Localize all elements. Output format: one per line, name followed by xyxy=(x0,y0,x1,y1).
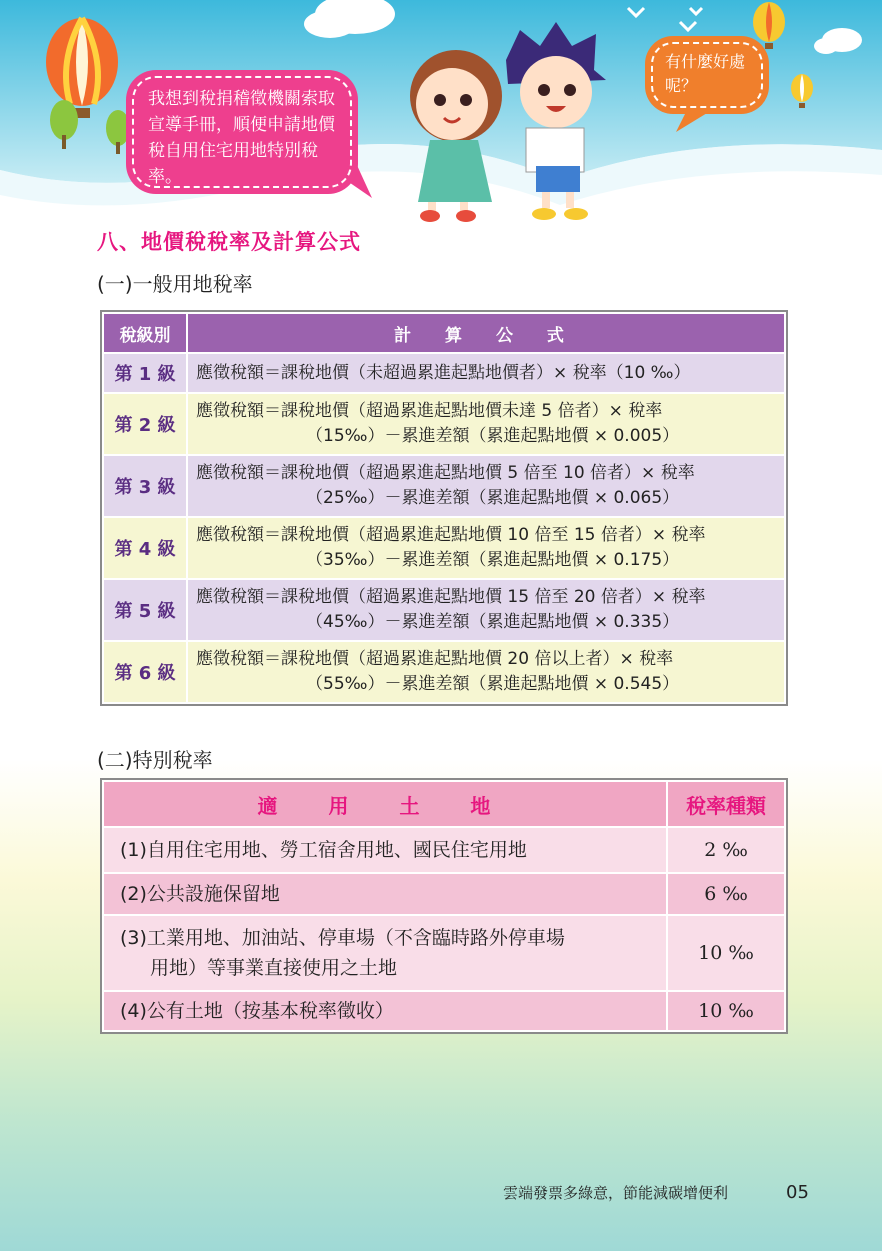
tax-rate: 2 ‰ xyxy=(667,827,785,873)
row-level: 第 1 級 xyxy=(103,353,187,393)
speech-bubble-boy xyxy=(645,36,769,114)
formula-line-1: 應徵稅額＝課稅地價（超過累進起點地價未達 5 倍者）× 稅率 xyxy=(196,401,663,421)
formula-line-1: 應徵稅額＝課稅地價（超過累進起點地價 20 倍以上者）× 稅率 xyxy=(196,649,674,669)
table-row xyxy=(103,393,785,455)
formula-line-2: （25‰）－累進差額（累進起點地價 × 0.065） xyxy=(306,488,680,508)
row-level: 第 5 級 xyxy=(103,579,187,641)
table-row xyxy=(103,579,785,641)
header-rate-type: 稅率種類 xyxy=(667,781,785,827)
header-land: 適 用 土 地 xyxy=(103,781,667,827)
row-formula xyxy=(187,353,785,393)
speech-bubble-girl xyxy=(126,70,358,194)
table-row xyxy=(103,915,785,991)
special-rate-table xyxy=(102,780,786,1032)
formula-line-1: 應徵稅額＝課稅地價（超過累進起點地價 15 倍至 20 倍者）× 稅率 xyxy=(196,587,706,607)
land-type xyxy=(103,827,667,873)
speech-bubble-boy-text: 有什麼好處呢？ xyxy=(665,52,746,95)
land-line-2: 用地）等事業直接使用之土地 xyxy=(150,957,398,979)
row-level: 第 6 級 xyxy=(103,641,187,703)
speech-bubble-girl-text: 我想到稅捐稽徵機關索取宣導手冊，順便申請地價稅自用住宅用地特別稅率。 xyxy=(148,89,335,187)
table-row xyxy=(103,353,785,393)
row-formula xyxy=(187,641,785,703)
section-title: 八、地價稅稅率及計算公式 xyxy=(97,230,361,254)
header-formula: 計 算 公 式 xyxy=(187,313,785,353)
table-header-row xyxy=(103,313,785,353)
land-line-1: (4)公有土地（按基本稅率徵收） xyxy=(120,1000,394,1022)
formula-line-2: （45‰）－累進差額（累進起點地價 × 0.335） xyxy=(306,612,680,632)
table-header-row xyxy=(103,781,785,827)
row-level: 第 3 級 xyxy=(103,455,187,517)
row-formula xyxy=(187,455,785,517)
table-row xyxy=(103,517,785,579)
formula-line-1: 應徵稅額＝課稅地價（超過累進起點地價 5 倍至 10 倍者）× 稅率 xyxy=(196,463,695,483)
table-row xyxy=(103,641,785,703)
tax-rate: 10 ‰ xyxy=(667,915,785,991)
row-formula xyxy=(187,517,785,579)
row-formula xyxy=(187,393,785,455)
general-rate-table xyxy=(102,312,786,704)
table-row xyxy=(103,827,785,873)
row-level: 第 2 級 xyxy=(103,393,187,455)
header-level: 稅級別 xyxy=(103,313,187,353)
formula-line-1: 應徵稅額＝課稅地價（超過累進起點地價 10 倍至 15 倍者）× 稅率 xyxy=(196,525,706,545)
tax-rate: 6 ‰ xyxy=(667,873,785,915)
land-type xyxy=(103,873,667,915)
tax-rate: 10 ‰ xyxy=(667,991,785,1031)
row-formula xyxy=(187,579,785,641)
land-line-1: (3)工業用地、加油站、停車場（不含臨時路外停車場 xyxy=(120,927,565,949)
formula-line-1: 應徵稅額＝課稅地價（未超過累進起點地價者）× 稅率（10 ‰） xyxy=(196,362,691,383)
formula-line-2: （35‰）－累進差額（累進起點地價 × 0.175） xyxy=(306,550,680,570)
footer-slogan: 雲端發票多綠意，節能減碳增便利 xyxy=(503,1184,729,1202)
land-type xyxy=(103,991,667,1031)
land-line-1: (1)自用住宅用地、勞工宿舍用地、國民住宅用地 xyxy=(120,839,527,861)
table-row xyxy=(103,455,785,517)
land-type xyxy=(103,915,667,991)
page-number: 05 xyxy=(786,1182,809,1203)
general-rate-subtitle: (一)一般用地稅率 xyxy=(97,272,253,296)
table-row xyxy=(103,991,785,1031)
table-row xyxy=(103,873,785,915)
formula-line-2: （55‰）－累進差額（累進起點地價 × 0.545） xyxy=(306,674,680,694)
row-level: 第 4 級 xyxy=(103,517,187,579)
land-line-1: (2)公共設施保留地 xyxy=(120,883,280,905)
special-rate-subtitle: (二)特別稅率 xyxy=(97,748,213,772)
formula-line-2: （15‰）－累進差額（累進起點地價 × 0.005） xyxy=(306,426,680,446)
